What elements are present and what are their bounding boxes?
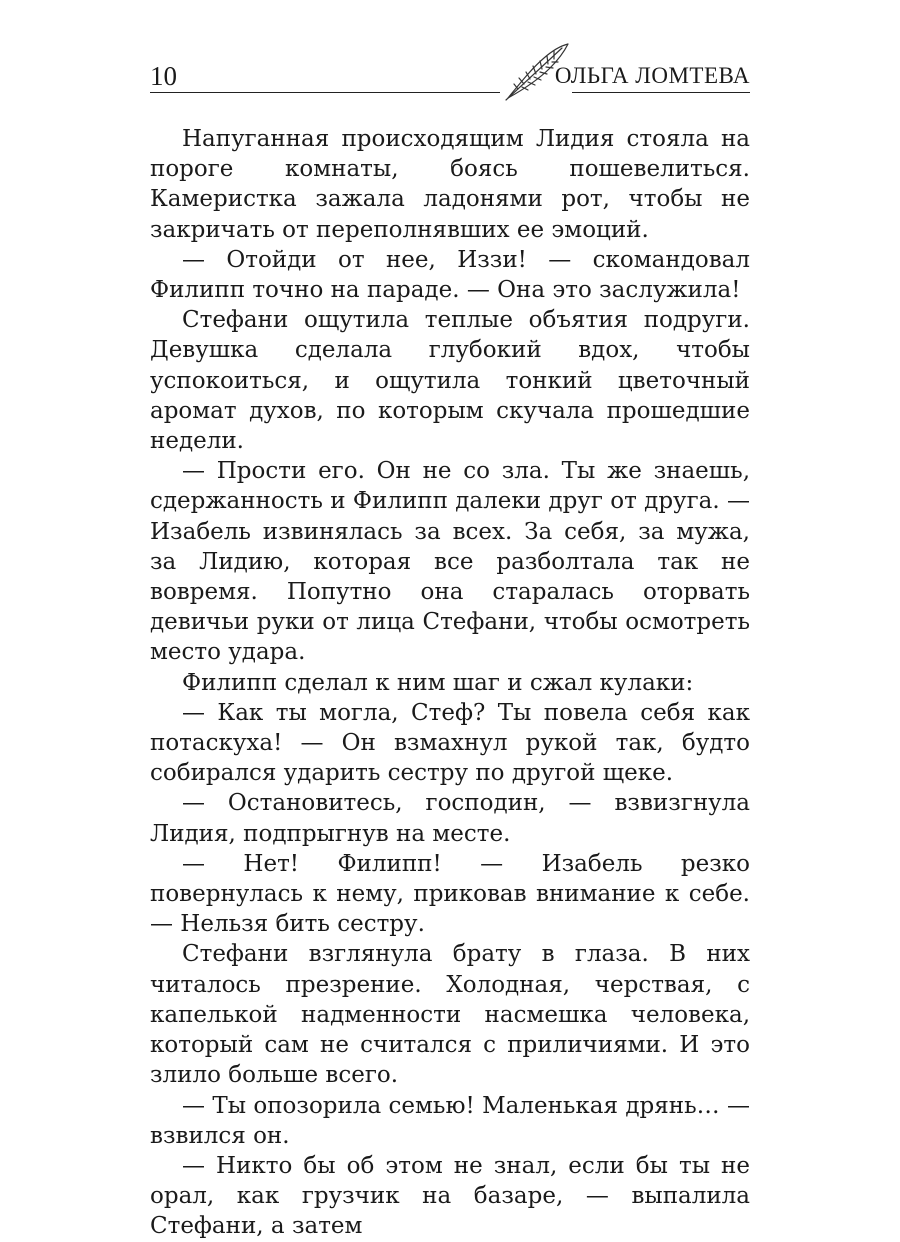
paragraph: — Прости его. Он не со зла. Ты же знаешь, сдержанность и Филипп далеки друг от друга. — Изабель извинялась за всех. За себя, за мужа, за Лидию, которая все разболтала так не вовремя. Попутно она старалась оторвать девичьи руки от лица Стефани, чтобы осмотреть место удара. [150,458,750,666]
page-number: 10 [150,61,177,91]
author-name: ОЛЬГА ЛОМТЕВА [554,63,750,88]
paragraph: — Как ты могла, Стеф? Ты повела себя как потаскуха! — Он взмахнул рукой так, будто собирался ударить сестру по другой щеке. [150,699,750,787]
paragraph: Стефани ощутила теплые объятия подруги. Девушка сделала глубокий вдох, чтобы успокоиться, и ощутила тонкий цветочный аромат духов, по которым скучала прошедшие недели. [150,307,750,455]
paragraph: Филипп сделал к ним шаг и сжал кулаки: [182,669,694,696]
running-header [150,40,750,102]
body-text [150,124,750,1242]
paragraph: — Отойди от нее, Иззи! — скомандовал Филипп точно на параде. — Она это заслужила! [150,246,750,304]
header-rule [150,92,750,93]
paragraph: — Остановитесь, господин, — взвизгнула Лидия, подпрыгнув на месте. [150,790,750,847]
paragraph: Напуганная происходящим Лидия стояла на пороге комнаты, боясь пошевелиться. Камеристка зажала ладонями рот, чтобы не закричать от переполнявших ее эмоций. [150,126,750,243]
paragraph: — Нет! Филипп! — Изабель резко повернулась к нему, приковав внимание к себе. — Нельзя бить сестру. [150,850,750,938]
paragraph: — Никто бы об этом не знал, если бы ты не орал, как грузчик на базаре, — выпалила Стефани, а затем [150,1152,750,1240]
paragraph: Стефани взглянула брату в глаза. В них читалось презрение. Холодная, черствая, с капелькой надменности насмешка человека, который сам не считался с приличиями. И это злило больше всего. [150,941,750,1089]
paragraph: — Ты опозорила семью! Маленькая дрянь… — взвился он. [150,1092,750,1149]
